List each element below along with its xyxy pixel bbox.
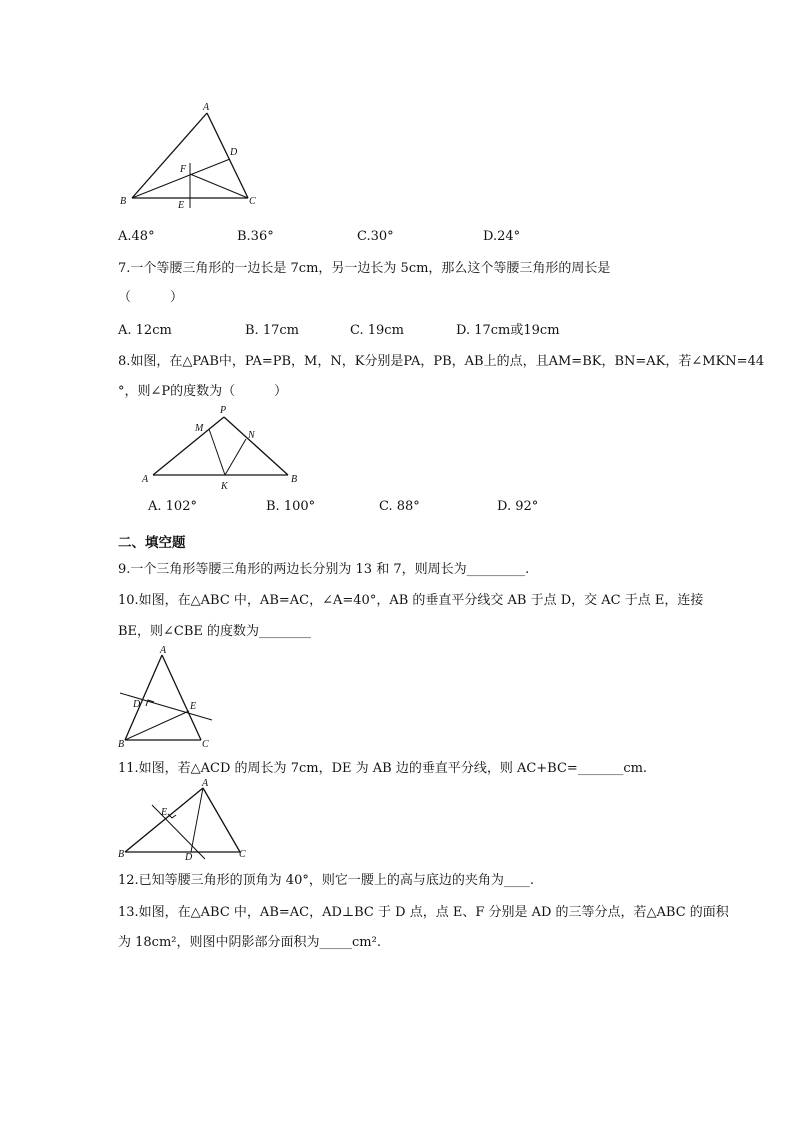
q10-line1: 10.如图，在△ABC 中，AB=AC，∠A=40°，AB 的垂直平分线交 AB 于点 D，交 AC 于点 E，连接: [118, 593, 704, 608]
q6-option-a[interactable]: A.48°: [118, 229, 155, 244]
q11-text: 11.如图，若△ACD 的周长为 7cm，DE 为 AB 边的垂直平分线，则 AC+BC=_______cm.: [118, 761, 648, 776]
point-label-p: P: [220, 405, 227, 416]
figure-q11-triangle: [115, 778, 250, 863]
point-label-b: B: [291, 474, 298, 485]
point-label-n: N: [248, 430, 255, 441]
point-label-c: C: [239, 849, 246, 860]
q7-option-c[interactable]: C. 19cm: [350, 323, 404, 338]
q7-stem: 7.一个等腰三角形的一边长是 7cm，另一边长为 5cm，那么这个等腰三角形的周长是: [118, 261, 611, 276]
q7-option-b[interactable]: B. 17cm: [245, 323, 299, 338]
q7-answer-blank: （ ）: [118, 290, 184, 305]
section-heading-fill-in: 二、填空题: [118, 535, 186, 551]
q8-stem-line2: °，则∠P的度数为（ ）: [118, 384, 288, 399]
point-label-d: D: [185, 852, 193, 863]
point-label-a: A: [203, 102, 210, 113]
figure-q6-triangle: [112, 100, 272, 215]
q8-stem-line1: 8.如图，在△PAB中，PA=PB，M，N，K分别是PA，PB，AB上的点，且AM=BK，BN=AK，若∠MKN=44: [118, 354, 765, 369]
q7-option-a[interactable]: A. 12cm: [118, 323, 172, 338]
q8-option-d[interactable]: D. 92°: [497, 499, 539, 514]
point-label-d: D: [133, 699, 141, 710]
q9-text: 9.一个三角形等腰三角形的两边长分别为 13 和 7，则周长为_________.: [118, 562, 530, 577]
point-label-c: C: [249, 196, 256, 207]
point-label-b: B: [118, 849, 125, 860]
q12-text: 12.已知等腰三角形的顶角为 40°，则它一腰上的高与底边的夹角为____.: [118, 873, 534, 888]
point-label-e: E: [190, 701, 197, 712]
point-label-d: D: [230, 147, 238, 158]
figure-q8-triangle: [140, 403, 310, 493]
q7-option-d[interactable]: D. 17cm或19cm: [456, 323, 560, 338]
point-label-k: K: [221, 481, 228, 492]
point-label-m: M: [195, 423, 204, 434]
point-label-c: C: [202, 739, 209, 750]
q8-option-a[interactable]: A. 102°: [148, 499, 197, 514]
point-label-e: E: [178, 200, 185, 211]
point-label-a: A: [142, 474, 149, 485]
point-label-a: A: [160, 645, 167, 656]
point-label-f: F: [180, 164, 187, 175]
q8-option-c[interactable]: C. 88°: [379, 499, 420, 514]
point-label-e: E: [161, 807, 168, 818]
q13-line1: 13.如图，在△ABC 中，AB=AC，AD⊥BC 于 D 点，点 E、F 分别是 AD 的三等分点，若△ABC 的面积: [118, 905, 729, 920]
point-label-b: B: [118, 739, 125, 750]
point-label-a: A: [202, 778, 209, 789]
figure-q10-triangle: [115, 645, 220, 750]
q8-option-b[interactable]: B. 100°: [266, 499, 316, 514]
point-label-b: B: [120, 196, 127, 207]
q6-option-b[interactable]: B.36°: [237, 229, 274, 244]
q6-option-d[interactable]: D.24°: [483, 229, 521, 244]
q10-line2: BE，则∠CBE 的度数为________: [118, 624, 312, 639]
q13-line2: 为 18cm²，则图中阴影部分面积为_____cm².: [118, 935, 381, 950]
q6-option-c[interactable]: C.30°: [357, 229, 394, 244]
